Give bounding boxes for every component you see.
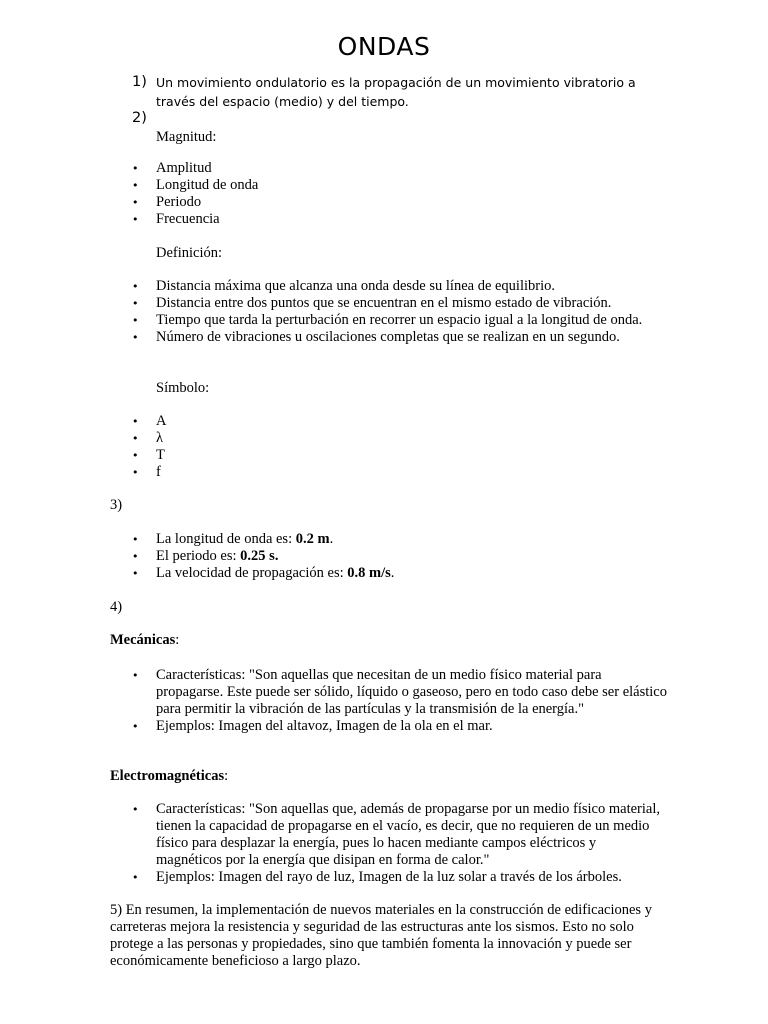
question-1-number: 1) bbox=[132, 74, 147, 90]
list-item: • Amplitud bbox=[132, 160, 662, 177]
simbolo-list bbox=[132, 413, 662, 481]
question-1-text: Un movimiento ondulatorio es la propagación de un movimiento vibratorio a través del espacio (medio) y del tiempo. bbox=[156, 75, 636, 109]
list-item: • Características: "Son aquellas que necesitan de un medio físico material para propagarse. Este puede ser sólido, líquido o gaseoso, pero en todo caso debe ser elástico para permitir la vibración de las partículas y la transmisión de la energía." bbox=[132, 667, 667, 718]
magnitud-label: Magnitud: bbox=[156, 129, 217, 145]
page-title: ONDAS bbox=[337, 32, 431, 61]
mecanicas-list bbox=[132, 667, 667, 735]
list-item: • Número de vibraciones u oscilaciones completas que se realizan en un segundo. bbox=[132, 329, 652, 346]
list-item: • Tiempo que tarda la perturbación en recorrer un espacio igual a la longitud de onda. bbox=[132, 312, 652, 329]
list-item: • Distancia máxima que alcanza una onda desde su línea de equilibrio. bbox=[132, 278, 652, 295]
list-item: • Características: "Son aquellas que, además de propagarse por un medio físico material, tienen la capacidad de propagarse en el vacío, es decir, que no requieren de un medio físico para desplazar la energía, pues lo hacen mediante campos eléctricos y magnéticos por la energía que disipan en forma de calor." bbox=[132, 801, 662, 869]
definicion-label: Definición: bbox=[156, 245, 223, 261]
question-3-list bbox=[132, 531, 662, 582]
list-item: • El periodo es: 0.25 s. bbox=[132, 548, 662, 565]
list-item: • f bbox=[132, 464, 662, 481]
list-item: • T bbox=[132, 447, 662, 464]
list-item: • A bbox=[132, 413, 662, 430]
list-item: • Periodo bbox=[132, 194, 662, 211]
list-item: • Distancia entre dos puntos que se encuentran en el mismo estado de vibración. bbox=[132, 295, 652, 312]
electromagneticas-heading: Electromagnéticas: bbox=[110, 768, 229, 784]
question-4-number: 4) bbox=[110, 599, 123, 615]
list-item: • Ejemplos: Imagen del altavoz, Imagen de la ola en el mar. bbox=[132, 718, 667, 735]
mecanicas-heading: Mecánicas: bbox=[110, 632, 180, 648]
list-item: • Ejemplos: Imagen del rayo de luz, Imagen de la luz solar a través de los árboles. bbox=[132, 869, 662, 886]
simbolo-label: Símbolo: bbox=[156, 380, 210, 396]
list-item: • La longitud de onda es: 0.2 m. bbox=[132, 531, 662, 548]
list-item: • La velocidad de propagación es: 0.8 m/s. bbox=[132, 565, 662, 582]
magnitud-list bbox=[132, 160, 662, 228]
list-item: • λ bbox=[132, 430, 662, 447]
electromagneticas-list bbox=[132, 801, 662, 886]
definicion-list bbox=[132, 278, 652, 346]
list-item: • Longitud de onda bbox=[132, 177, 662, 194]
question-5-paragraph: 5) En resumen, la implementación de nuevos materiales en la construcción de edificaciones y carreteras mejora la resistencia y seguridad de las estructuras ante los sismos. Esto no solo protege a las personas y propiedades, sino que también fomenta la innovación y puede ser económicamente beneficioso a largo plazo. bbox=[110, 902, 652, 969]
question-3-number: 3) bbox=[110, 497, 123, 513]
list-item: • Frecuencia bbox=[132, 211, 662, 228]
question-2-number: 2) bbox=[132, 110, 147, 126]
